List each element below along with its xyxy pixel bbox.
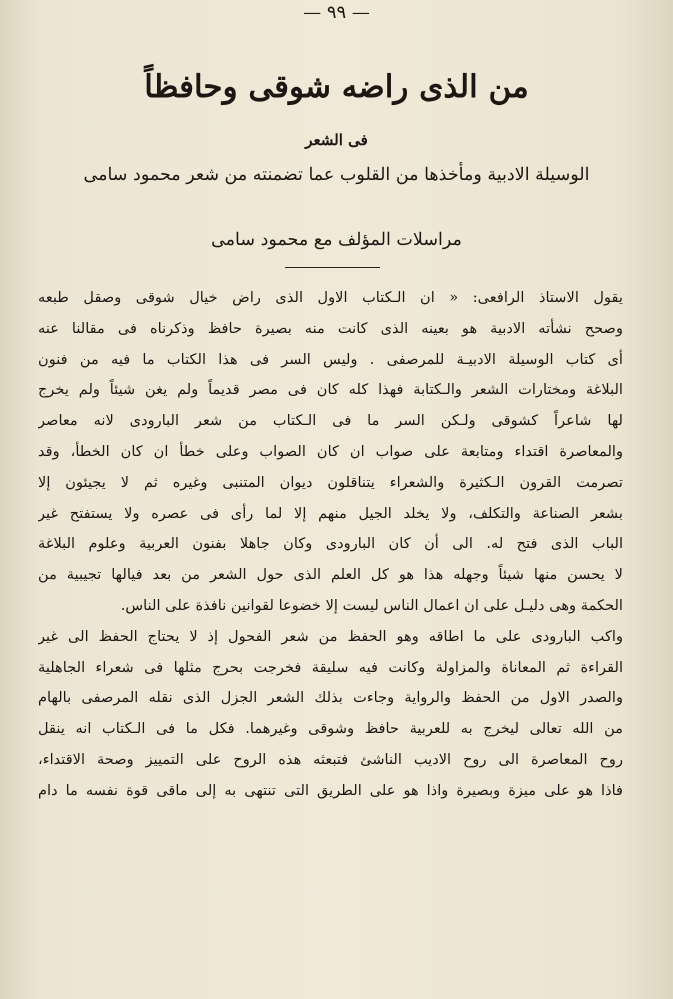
- text-line: والصدر الاول من الحفظ والرواية وجاءت بذلك الشعر الجزل الذى نقله المرصفى بالهام: [38, 689, 623, 707]
- text-line: واكب البارودى على ما اطاقه وهو الحفظ من شعر الفحول إذ لا يحتاج الحفظ الى غير: [38, 627, 623, 645]
- text-line: بشعر الصناعة والتكلف، ولا يخلد الجيل منهم إلا لما رأى فى عصره ولا يستفتح غير: [38, 504, 623, 522]
- text-line: لا يحسن منها شيئاً وجهله هذا هو كل العلم الذى حول الشعر من بعد فيالها تجيبية من: [38, 566, 623, 584]
- divider-rule: [285, 267, 380, 268]
- section-heading: الوسيلة الادبية ومأخذها من القلوب عما تضمنته من شعر محمود سامى: [83, 165, 590, 185]
- text-line: روح المعاصرة الى روح الاديب الناشئ فتبعثه هذه الروح على التمييز وصحة الاقتداء،: [38, 750, 623, 768]
- chapter-subtitle: فى الشعر: [305, 131, 368, 149]
- text-line: تصرمت القرون الـكثيرة والشعراء يتناقلون ديوان المتنبى وغيره ثم لا يجيئون إلا: [38, 473, 623, 491]
- text-line: من الله تعالى ليخرج به للعربية حافظ وشوقى وغيرهما. فكل ما فى الـكتاب انه ينقل: [38, 720, 623, 738]
- text-line: وصحح نشأته الادبية هو بعينه الذى كانت منه بصيرة حافظ وذكرناه فى مقالنا عنه: [38, 319, 623, 337]
- section-heading-correspondence: مراسلات المؤلف مع محمود سامى: [211, 230, 462, 250]
- text-line: فاذا هو على ميزة وبصيرة واذا هو على الطريق التى تنتهى به إلى ماقى قوة نفسه ما دام: [38, 781, 623, 799]
- chapter-title: من الذى راضه شوقى وحافظاً: [144, 69, 529, 105]
- text-line: والمعاصرة اقتداء ومتابعة على صواب ان كان الصواب وعلى خطأ ان كان الخطأ، وقد: [38, 442, 623, 460]
- body-text: [38, 283, 623, 807]
- text-line: لها شاعراً كشوقى ولـكن السر ما فى الـكتاب من شعر البارودى لانه معاصر: [38, 412, 623, 430]
- text-line: أى كتاب الوسيلة الادبيـة للمرصفى . وليس السر فى هذا الكتاب ما فيه من فنون: [38, 350, 623, 368]
- text-line: الحكمة وهى دليـل على ان اعمال الناس ليست إلا خضوعا لقوانين نافذة على الناس.: [120, 596, 623, 614]
- page-number: — ٩٩ —: [303, 2, 370, 23]
- text-line: الباب الذى فتح له. الى أن كان البارودى وكان جاهلا بفنون العربية وعلوم البلاغة: [38, 535, 623, 553]
- text-line: القراءة ثم المعاناة والمزاولة وكانت فيه سليقة فخرجت بحرج مثلها فى شعراء الجاهلية: [38, 658, 623, 676]
- text-line: يقول الاستاذ الرافعى: « ان الـكتاب الاول الذى راض خيال شوقى وصقل طبعه: [38, 289, 623, 306]
- text-line: البلاغة ومختارات الشعر والـكتابة فهذا كله كان فى مصر قديماً ولم يغن شيئاً ولم يخرج: [38, 381, 623, 399]
